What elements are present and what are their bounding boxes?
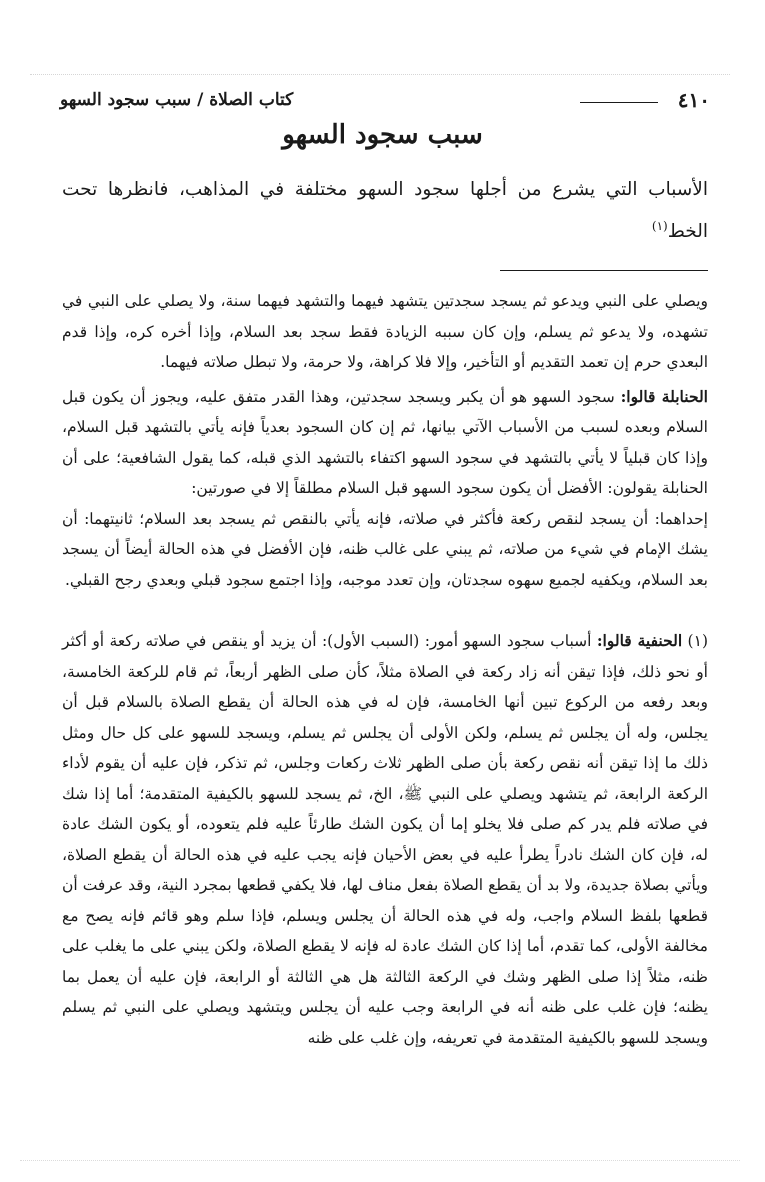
chapter-title: سبب سجود السهو [282, 120, 483, 150]
intro-text: الأسباب التي يشرع من أجلها سجود السهو مختلفة في المذاهب، فانظرها تحت الخط [62, 179, 708, 243]
footnote-paragraph [62, 626, 708, 1053]
page-header [60, 88, 710, 118]
intro-paragraph [62, 172, 708, 250]
footnote-paragraph [62, 382, 708, 504]
footnote-paragraph: ويصلي على النبي ويدعو ثم يسجد سجدتين يتشهد فيهما والتشهد فيهما سنة، ولا يصلي على النبي في تشهده، ولا يدعو ثم يسلم، وإن كان سببه الزيادة فقط سجد بعد السلام، وإذا أخره كره، وإذا قدم البعدي حرم إن تعمد التقديم أو التأخير، وإلا فلا كراهة، ولا حرمة، ولا تبطل صلاته فيهما. [62, 292, 708, 371]
scan-border-bottom [20, 1160, 740, 1167]
paragraph-text: أسباب سجود السهو أمور: (السبب الأول): أن يزيد أو ينقص في صلاته ركعة أو أكثر أو نحو ذلك، فإذا تيقن أنه زاد ركعة في الصلاة مثلاً، كأن صلى الظهر أربعاً، ثم قام للركعة الخامسة، وبعد رفعه من الركوع تبين أنها الخامسة، فإن له في هذه الحالة أن يقطع الصلاة بالسلام قبل أن يجلس، وله أن يجلس ثم يسلم، ولكن الأولى أن يجلس ثم يسلم، ويسجد للسهو على كل حال ومثل ذلك ما إذا تيقن أنه نقص ركعة بأن صلى الظهر ثلاث ركعات وجلس، ثم تذكر، فإن عليه أن يقوم لأداء الركعة الرابعة، ثم يتشهد ويصلي على النبي ﷺ، الخ، ثم يسجد للسهو بالكيفية المتقدمة؛ أما إذا شك في صلاته فلم يدر كم صلى فلا يخلو إما أن يكون الشك طارئاً عليه فلم يتعوده، أو يكون الشك عادة له، فإن كان الشك نادراً يطرأ عليه في بعض الأحيان فإنه يجب عليه في هذه الحالة أن يقطع الصلاة، ويأتي بصلاة جديدة، ولا بد أن يقطع الصلاة بفعل مناف لها، فلا يكفي قطعها بمجرد النية، وقد عرفت أن قطعها بلفظ السلام واجب، وله في هذه الحالة أن يجلس ويسلم، فإذا سلم وهو قائم فإنه يصح مع مخالفة الأولى، كما تقدم، أما إذا كان الشك عادة له فإنه لا يقطع الصلاة، ولكن يبني على ما يغلب على ظنه، مثلاً إذا صلى الظهر وشك في الركعة الثالثة هل هي الثالثة أو الرابعة، فإن عليه أن يعمل بما يظنه؛ فإن غلب على ظنه أنه في الرابعة وجب عليه أن يجلس ويتشهد ويصلي على النبي ثم يسلم ويسجد للسهو بالكيفية المتقدمة في تعريفه، وإن غلب على ظنه [62, 632, 708, 1047]
footnote-paragraph: إحداهما: أن يسجد لنقص ركعة فأكثر في صلاته، فإنه يأتي بالنقص ثم يسجد بعد السلام؛ ثانيتهما: أن يشك الإمام في شيء من صلاته، ثم يبني على غالب ظنه، فإن الأفضل في هذه الحالة أيضاً أن يسجد بعد السلام، ويكفيه لجميع سهوه سجدتان، وإن تعدد موجبه، وإذا اجتمع سجود قبلي وبعدي رجح القبلي. [62, 509, 708, 589]
page-number: ٤١٠ [677, 88, 710, 112]
footnote-separator [500, 270, 708, 271]
scan-border-top [30, 60, 730, 75]
school-label: الحنفية قالوا: [596, 631, 683, 650]
footnote-marker: (١) [651, 219, 668, 233]
paragraph-text: سجود السهو هو أن يكبر ويسجد سجدتين، وهذا القدر متفق عليه، ويجوز أن يكون قبل السلام وبعده لسبب من الأسباب الآتي بيانها، ثم إن كان السجود بعدياً فإنه يأتي بالتشهد قبل السلام، وإذا كان قبلياً لا يأتي بالتشهد في سجود السهو اكتفاء بالتشهد الذي قبله، كما يقول الشافعية؛ على أن الحنابلة يقولون: الأفضل أن يكون سجود السهو قبل السلام مطلقاً إلا في صورتين: [62, 387, 708, 497]
header-rule [580, 102, 658, 103]
running-title: كتاب الصلاة / سبب سجود السهو [60, 90, 294, 110]
footnote-continuation [62, 286, 708, 595]
footnote-number: (١) [687, 632, 708, 650]
school-label: الحنابلة قالوا: [620, 386, 708, 406]
footnote-one [62, 626, 708, 1053]
